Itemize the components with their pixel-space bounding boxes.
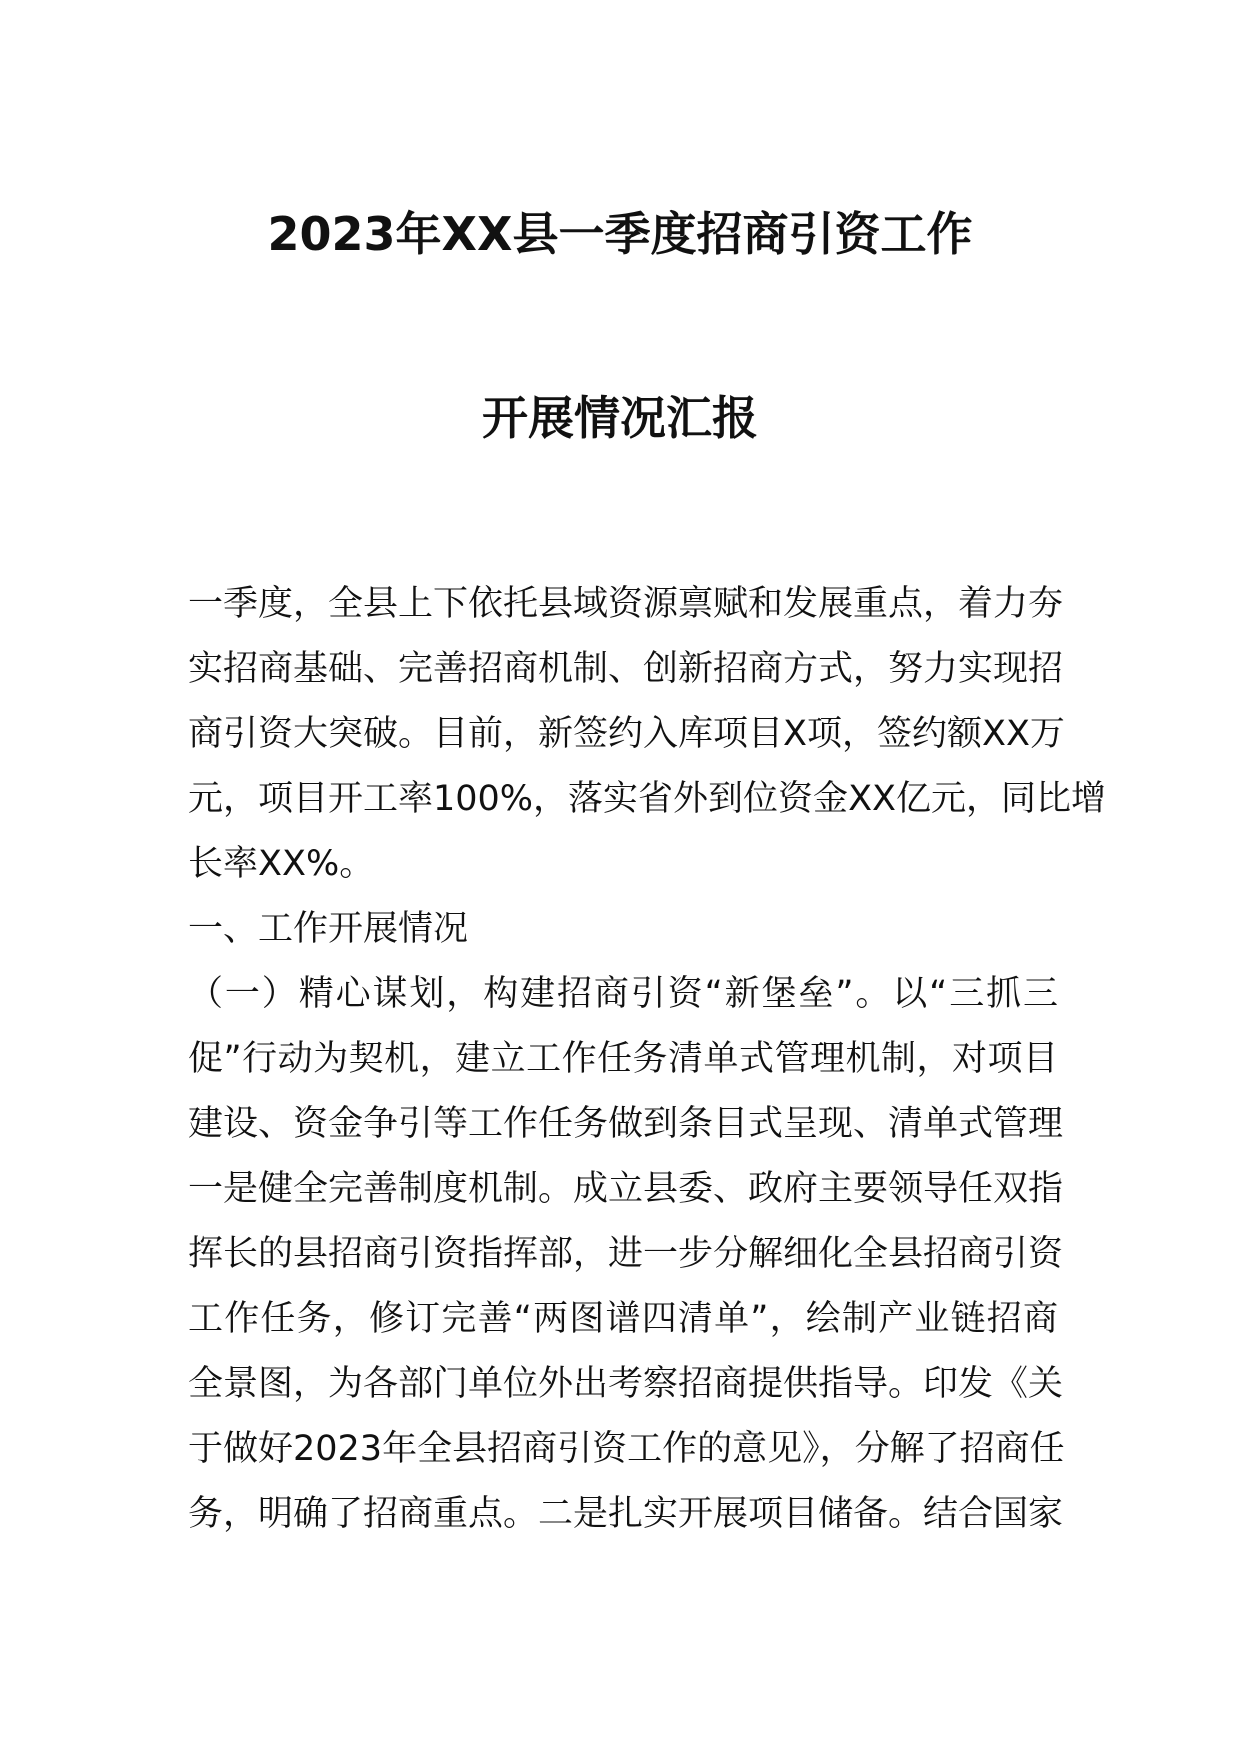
body-line: 一是健全完善制度机制。成立县委、政府主要领导任双指 [188, 1169, 1064, 1209]
body-line: 促”行动为契机，建立工作任务清单式管理机制，对项目 [188, 1039, 1058, 1079]
body-line: （一）精心谋划，构建招商引资“新堡垒”。以“三抓三 [188, 974, 1058, 1014]
body-line: 一季度，全县上下依托县域资源禀赋和发展重点，着力夯 [188, 584, 1064, 624]
document-body [188, 572, 1107, 1547]
body-line: 建设、资金争引等工作任务做到条目式呈现、清单式管理 [188, 1104, 1064, 1144]
body-line: 于做好2023年全县招商引资工作的意见》，分解了招商任 [188, 1429, 1065, 1469]
body-line: 实招商基础、完善招商机制、创新招商方式，努力实现招 [188, 649, 1064, 689]
document-title-line-2: 开展情况汇报 [482, 391, 758, 445]
body-line: 元，项目开工率100%，落实省外到位资金XX亿元，同比增 [188, 779, 1107, 819]
body-line: 一、工作开展情况 [188, 909, 469, 949]
body-line: 工作任务，修订完善“两图谱四清单”，绘制产业链招商 [188, 1299, 1058, 1339]
body-line: 挥长的县招商引资指挥部，进一步分解细化全县招商引资 [188, 1234, 1064, 1274]
body-line: 务，明确了招商重点。二是扎实开展项目储备。结合国家 [188, 1494, 1064, 1534]
body-line: 长率XX%。 [188, 844, 375, 884]
body-line: 商引资大突破。目前，新签约入库项目X项，签约额XX万 [188, 714, 1065, 754]
body-line: 全景图，为各部门单位外出考察招商提供指导。印发《关 [188, 1364, 1064, 1404]
document-title-line-1: 2023年XX县一季度招商引资工作 [267, 207, 973, 261]
